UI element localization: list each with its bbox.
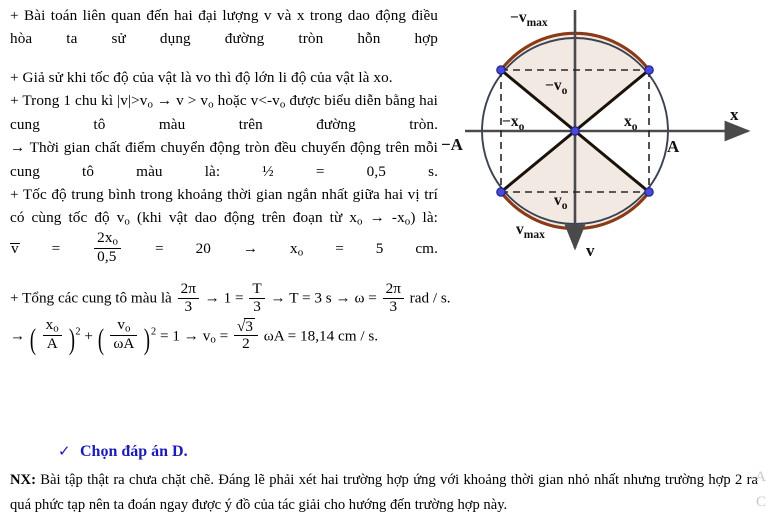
p3-sub-o3: o (279, 98, 286, 111)
eq1-rhs: = 5 cm. (335, 240, 438, 258)
spacer-2 (10, 265, 438, 281)
eq3-mid-1: = 1 → v (160, 327, 211, 345)
point-origin (571, 127, 579, 135)
eq3-t1-num (43, 317, 62, 335)
eq3-arrow: → (10, 327, 26, 345)
remark-block (10, 468, 758, 518)
label-neg-xo-sub: o (518, 121, 525, 133)
eq2-fraction-2 (249, 281, 264, 315)
eq2-f1-den: 3 (178, 298, 199, 315)
label-neg-vmax-main: −v (510, 9, 527, 26)
eq3-t2-num (110, 317, 137, 335)
eq3-t1-num-text: x (45, 316, 54, 334)
point-lower-right (645, 188, 653, 196)
p3-sub-o1: o (147, 98, 154, 111)
label-neg-vmax-sub: max (526, 17, 548, 29)
eq3-t2-num-text: v (117, 316, 125, 334)
paragraph-intro: + Bài toán liên quan đến hai đại lượng v và x trong dao động điều hòa ta sử dụng đường tròn hỗn hợp (10, 7, 438, 48)
eq2-lead: + Tổng các cung tô màu là (10, 289, 172, 307)
label-vmax-sub: max (523, 229, 545, 241)
eq3-mid-sub: o (210, 333, 216, 346)
label-neg-A: −A (441, 135, 463, 154)
paragraph-period-arcs (10, 89, 438, 136)
eq1-mid: = 20 → (155, 240, 259, 258)
eq3-paren-open-2: ( (97, 324, 104, 357)
equation-xo (10, 228, 438, 265)
paragraph-assumption: + Giả sử khi tốc độ của vật là vo thì độ lớn li độ của vật là xo. (10, 69, 393, 87)
p5-sub-o1: o (124, 215, 130, 228)
label-vmax (516, 221, 545, 241)
eq3-paren-close-1: ) (68, 324, 75, 357)
label-xo-sub: o (631, 121, 638, 133)
eq3-rad-num-text: 3 (245, 317, 253, 335)
eq1-var: x (290, 240, 298, 258)
label-xo-main: x (624, 113, 632, 130)
label-axis-v: v (586, 241, 595, 260)
p3-seg-a: + Trong 1 chu kì |v|>v (10, 92, 148, 110)
label-A: A (667, 137, 680, 156)
eq3-exp-1: 2 (75, 326, 81, 338)
eq2-f2-den: 3 (249, 298, 264, 315)
eq3-paren-open-1: ( (29, 324, 36, 357)
p3-seg-b: → v > v (153, 92, 209, 110)
label-neg-vmax (510, 9, 548, 29)
p5-seg-d: ) là: (410, 208, 439, 226)
label-axis-x: x (730, 105, 739, 124)
p3-sub-o2: o (208, 98, 214, 111)
p5-sub-o2: o (357, 215, 363, 228)
eq1-vbar-lhs: v (11, 240, 19, 258)
eq1-num-text: 2x (97, 228, 113, 246)
eq3-exp-2: 2 (151, 326, 157, 338)
eq2-arrow-1: → 1 = (204, 289, 244, 307)
label-neg-vo-sub: o (561, 85, 568, 97)
eq1-num-sub: o (112, 235, 119, 248)
p5-seg-c: → -x (362, 208, 405, 226)
eq3-rad-den: 2 (234, 335, 258, 352)
eq1-denominator: 0,5 (94, 248, 121, 265)
remark-label: NX: (10, 472, 36, 488)
eq3-t2-num-sub: o (124, 322, 131, 335)
check-icon: ✓ (58, 444, 71, 460)
p5-sub-o3: o (404, 215, 411, 228)
eq3-paren-close-2: ) (144, 324, 151, 357)
sqrt-icon: √ (237, 317, 246, 335)
eq2-fraction-1 (178, 281, 199, 315)
p5-seg-b: (khi vật dao động trên đoạn từ x (130, 208, 358, 226)
paragraph-arc-time: → Thời gian chất điểm chuyển động tròn đều chuyển động trên mỗi cung tô màu là: ½ = 0,5 s. (10, 139, 438, 180)
equation-omega-line (10, 280, 451, 315)
eq3-mid-2: = (219, 327, 229, 345)
eq2-arrow-2: → T = 3 s → ω = (270, 289, 377, 307)
p5-seg-a: + Tốc độ trung bình trong khoảng thời gian ngắn nhất giữa hai vị trí có cùng tốc độ v (10, 185, 438, 226)
p3-seg-c: hoặc v<-v (213, 92, 280, 110)
eq2-f3-num: 2π (385, 280, 401, 298)
eq3-fraction-1 (43, 317, 62, 353)
eq2-fraction-3 (383, 281, 404, 315)
p3-seg-d: được biểu diễn bằng hai cung tô màu trên đường tròn. (10, 92, 438, 134)
point-upper-right (645, 66, 653, 74)
label-vmax-main: v (516, 221, 524, 238)
eq2-tail: rad / s. (409, 289, 451, 307)
label-vo-sub: o (561, 200, 568, 212)
eq2-f2-num: T (252, 280, 262, 298)
eq1-numerator (94, 230, 121, 248)
eq3-t1-num-sub: o (53, 322, 59, 335)
edge-artifact-2: C (755, 494, 766, 510)
eq3-plus: + (84, 327, 93, 345)
eq3-fraction-2 (110, 317, 137, 353)
eq3-t2-den: ωA (110, 335, 137, 352)
chosen-answer-text: Chọn đáp án D. (80, 443, 188, 460)
eq3-rad-num (234, 318, 258, 335)
solution-text-column (10, 4, 451, 357)
eq3-tail: ωA = 18,14 cm / s. (263, 327, 379, 345)
reference-circle-figure (438, 0, 768, 262)
eq1-var-sub: o (297, 246, 304, 259)
point-lower-left (497, 188, 505, 196)
edge-artifact-1: A (755, 469, 766, 485)
eq1-fraction (94, 230, 121, 266)
remark-text: Bài tập thật ra chưa chặt chẽ. Đáng lẽ phải xét hai trường hợp ứng với khoảng thời gian nhỏ nhất nhưng trường hợp 2 ra quá phức tạp nên ta đoán ngay được ý đồ của tác giải cho hướng đến trường hợp này. (10, 472, 758, 514)
equation-v0-line (10, 316, 438, 357)
eq2-f3-den: 3 (383, 298, 404, 315)
label-neg-xo-main: −x (502, 113, 519, 130)
eq3-t1-den: A (43, 335, 62, 352)
eq3-fraction-3 (234, 318, 258, 353)
point-upper-left (497, 66, 505, 74)
paragraph-avg-speed (10, 183, 438, 266)
eq2-f1-num: 2π (180, 280, 196, 298)
label-neg-vo-main: −v (545, 77, 562, 94)
label-vo-main: v (554, 192, 562, 209)
chosen-answer (58, 442, 188, 461)
eq1-equals: = (51, 240, 61, 258)
spacer (10, 50, 438, 66)
